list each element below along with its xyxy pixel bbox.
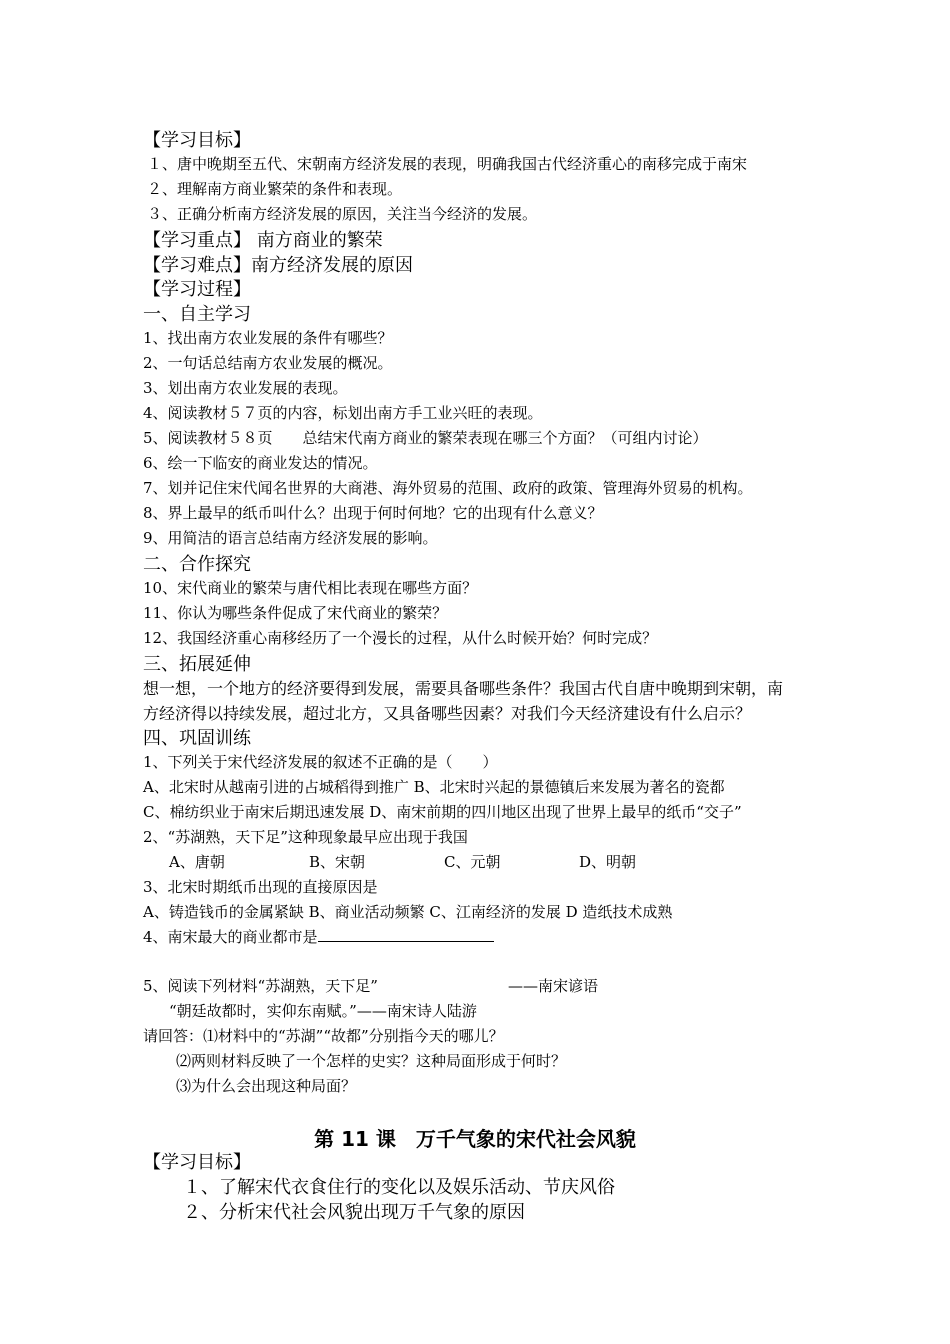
section1-item-2: 2、一句话总结南方农业发展的概况。 [143,354,393,372]
section3-text-1: 想一想，一个地方的经济要得到发展，需要具备哪些条件？我国古代自唐中晚期到宋朝，南 [143,679,784,698]
question-4: 4、南宋最大的商业都市是 [143,928,318,946]
question-1-options-ab: A、北宋时从越南引进的占城稻得到推广 B、北宋时兴起的景德镇后来发展为著名的瓷都 [143,778,725,796]
section2-item-11: 11、你认为哪些条件促成了宋代商业的繁荣？ [143,604,448,622]
lesson-11-goals-heading: 【学习目标】 [143,1152,251,1173]
difficulty: 【学习难点】南方经济发展的原因 [143,255,413,276]
goal-2: ２、理解南方商业繁荣的条件和表现。 [147,180,403,198]
section1-item-3: 3、划出南方农业发展的表现。 [143,379,348,397]
goals-heading: 【学习目标】 [143,130,251,151]
section2-item-12: 12、我国经济重心南移经历了一个漫长的过程，从什么时候开始？何时完成？ [143,629,658,647]
goal-1: １、唐中晚期至五代、宋朝南方经济发展的表现，明确我国古代经济重心的南移完成于南宋 [147,155,748,173]
question-5-ask-1: 请回答：⑴材料中的“苏湖”“故都”分别指今天的哪儿？ [143,1027,504,1045]
question-3-options: A、铸造钱币的金属紧缺 B、商业活动频繁 C、江南经济的发展 D 造纸技术成熟 [143,903,673,921]
lesson-11-goal-2: ２、分析宋代社会风貌出现万千气象的原因 [183,1202,525,1223]
question-2-option-d: D、明朝 [579,853,637,871]
question-4-row [143,926,494,947]
section1-item-1: 1、找出南方农业发展的条件有哪些？ [143,329,393,347]
question-2: 2、“苏湖熟，天下足”这种现象最早应出现于我国 [143,828,468,846]
question-5-material-1-source: ——南宋谚语 [508,977,599,995]
section1-item-6: 6、绘一下临安的商业发达的情况。 [143,454,378,472]
lesson-11-goal-1: １、了解宋代衣食住行的变化以及娱乐活动、节庆风俗 [183,1177,615,1198]
section1-item-4: 4、阅读教材５７页的内容，标划出南方手工业兴旺的表现。 [143,404,543,422]
question-3: 3、北宋时期纸币出现的直接原因是 [143,878,378,896]
question-4-answer-blank[interactable] [318,927,494,942]
section2-item-10: 10、宋代商业的繁荣与唐代相比表现在哪些方面？ [143,579,478,597]
key-point: 【学习重点】 南方商业的繁荣 [143,230,383,251]
question-2-option-c: C、元朝 [444,853,501,871]
section2-heading: 二、合作探究 [143,554,251,575]
section4-heading: 四、巩固训练 [143,728,251,749]
question-2-option-a: A、唐朝 [169,853,225,871]
section3-text-2: 方经济得以持续发展，超过北方，又具备哪些因素？对我们今天经济建设有什么启示？ [143,704,752,723]
goal-3: ３、正确分析南方经济发展的原因，关注当今经济的发展。 [147,205,538,223]
section3-heading: 三、拓展延伸 [143,654,251,675]
question-5-material-1: 5、阅读下列材料“苏湖熟，天下足” [143,977,378,995]
process-heading: 【学习过程】 [143,279,251,300]
question-5-material-2: “朝廷故都时，实仰东南赋。”——南宋诗人陆游 [169,1002,477,1020]
question-1: 1、下列关于宋代经济发展的叙述不正确的是（ ） [143,753,498,771]
question-1-options-cd: C、棉纺织业于南宋后期迅速发展 D、南宋前期的四川地区出现了世界上最早的纸币“交子” [143,803,742,821]
question-5-ask-3: ⑶为什么会出现这种局面？ [176,1077,357,1095]
section1-heading: 一、自主学习 [143,304,251,325]
section1-item-8: 8、界上最早的纸币叫什么？出现于何时何地？它的出现有什么意义？ [143,504,603,522]
section1-item-9: 9、用简洁的语言总结南方经济发展的影响。 [143,529,438,547]
section1-item-7: 7、划并记住宋代闻名世界的大商港、海外贸易的范围、政府的政策、管理海外贸易的机构。 [143,479,753,497]
lesson-11-title: 第 11 课 万千气象的宋代社会风貌 [314,1127,636,1151]
question-5-ask-2: ⑵两则材料反映了一个怎样的史实？这种局面形成于何时？ [176,1052,567,1070]
question-2-option-b: B、宋朝 [309,853,366,871]
section1-item-5: 5、阅读教材５８页 总结宋代南方商业的繁荣表现在哪三个方面？（可组内讨论） [143,429,708,447]
question-2-options [0,851,950,873]
